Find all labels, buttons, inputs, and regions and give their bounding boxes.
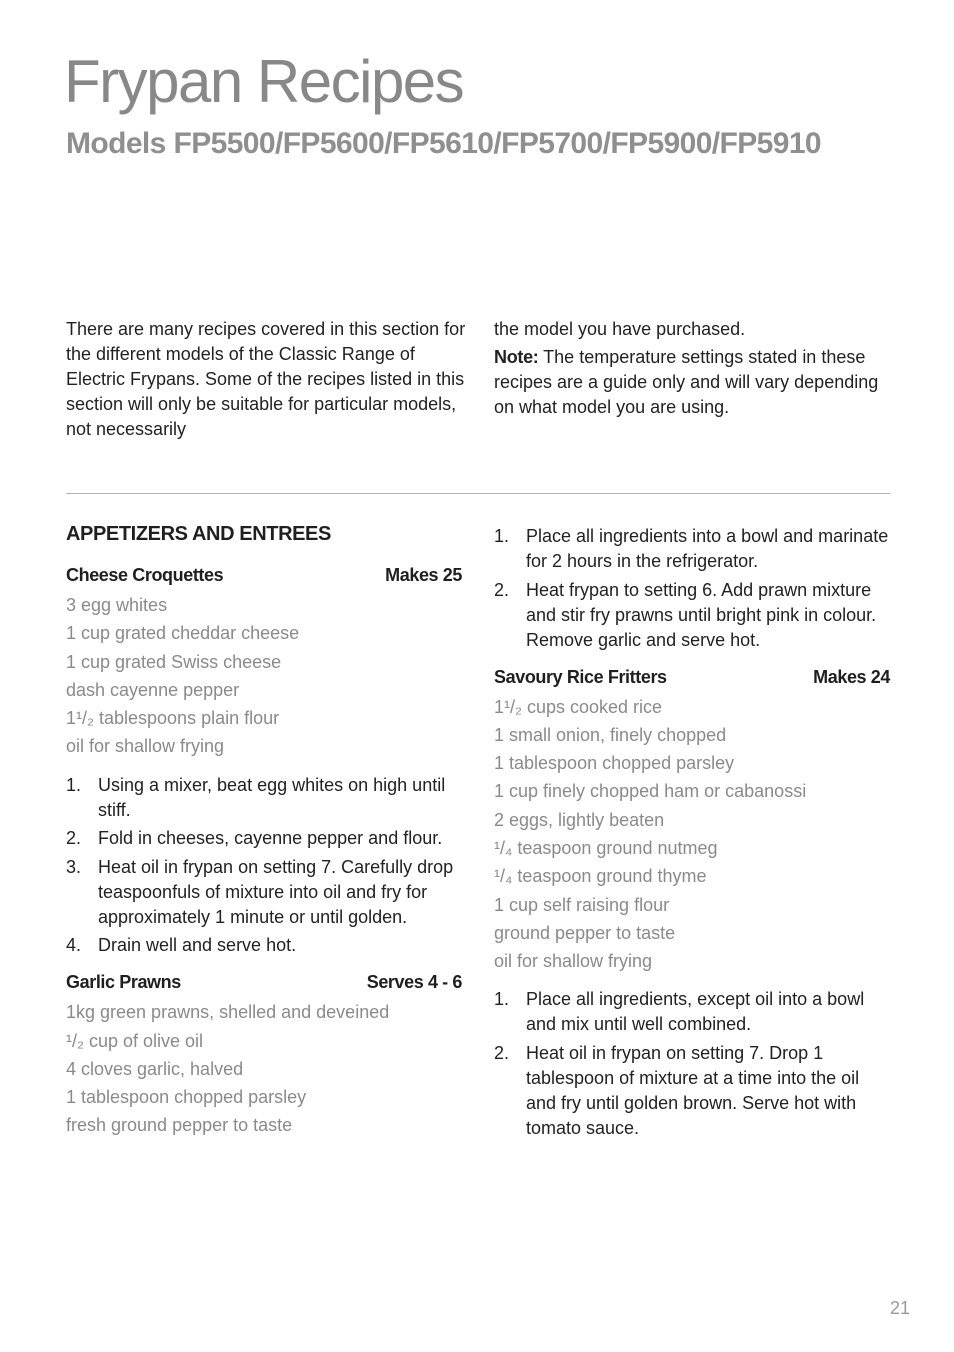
step-text: Heat frypan to setting 6. Add prawn mixture and stir fry prawns until bright pink in colour. Remove garlic and serve hot. <box>526 579 877 650</box>
note-label: Note: <box>494 347 539 367</box>
note-paragraph <box>494 345 894 420</box>
method-steps <box>66 773 462 959</box>
ingredient-item: ground pepper to taste <box>494 922 676 943</box>
step-number: 3. <box>66 856 82 877</box>
ingredient-list <box>66 998 462 1139</box>
ingredient-item: 3 egg whites <box>66 595 168 615</box>
note-text: The temperature settings stated in these recipes are a guide only and will vary depending on what model you are using. <box>494 347 879 417</box>
step-text: Heat oil in frypan on setting 7. Carefully drop teaspoonfuls of mixture into oil and fry for approximately 1 minute or until golden. <box>98 856 454 927</box>
step-number: 1. <box>494 989 510 1010</box>
method-steps <box>494 524 890 653</box>
method-steps <box>494 987 890 1141</box>
section-heading: APPETIZERS AND ENTREES <box>66 523 331 545</box>
recipe-name: Cheese Croquettes <box>66 565 224 585</box>
recipe-header-cheese-croquettes <box>66 563 462 587</box>
step-text: Place all ingredients, except oil into a bowl and mix until well combined. <box>526 989 865 1035</box>
step-text: Fold in cheeses, cayenne pepper and flour. <box>98 828 443 849</box>
ingredient-item: 1 cup grated Swiss cheese <box>66 651 282 672</box>
ingredient-item: oil for shallow frying <box>494 951 653 972</box>
ingredient-list <box>66 591 462 761</box>
step-text: Using a mixer, beat egg whites on high until stiff. <box>98 774 446 820</box>
step-number: 2. <box>494 579 510 600</box>
left-column <box>66 521 462 1152</box>
page-title: Frypan Recipes <box>64 48 464 115</box>
ingredient-item: ¹/₄ teaspoon ground nutmeg <box>494 837 718 858</box>
method-step <box>494 578 890 653</box>
method-step <box>66 933 462 958</box>
step-number: 2. <box>494 1042 510 1063</box>
ingredient-item: 1kg green prawns, shelled and deveined <box>66 1002 390 1023</box>
intro-paragraph-end: the model you have purchased. <box>494 319 746 339</box>
ingredient-list <box>494 693 890 976</box>
ingredient-item: fresh ground pepper to taste <box>66 1115 293 1136</box>
step-number: 4. <box>66 935 82 956</box>
section-divider <box>66 493 890 494</box>
method-step <box>66 773 462 823</box>
intro-paragraph: There are many recipes covered in this section for the different models of the Classic Range of Electric Frypans. Some of the recipes listed in this section will only be suitable for particular models, not necessarily <box>66 319 466 439</box>
step-text: Drain well and serve hot. <box>98 935 297 956</box>
ingredient-item: ¹/₂ cup of olive oil <box>66 1030 204 1051</box>
step-text: Place all ingredients into a bowl and marinate for 2 hours in the refrigerator. <box>526 526 889 571</box>
step-text: Heat oil in frypan on setting 7. Drop 1 tablespoon of mixture at a time into the oil and fry until golden brown. Serve hot with tomato sauce. <box>526 1042 860 1138</box>
step-number: 1. <box>494 526 510 546</box>
page-number: 21 <box>889 1298 910 1318</box>
ingredient-item: 4 cloves garlic, halved <box>66 1058 244 1079</box>
recipe-name: Garlic Prawns <box>66 972 181 993</box>
ingredient-item: 1 tablespoon chopped parsley <box>66 1087 307 1108</box>
ingredient-item: 2 eggs, lightly beaten <box>494 809 665 830</box>
recipe-yield: Makes 25 <box>385 565 462 585</box>
method-step <box>66 855 462 930</box>
recipe-name: Savoury Rice Fritters <box>494 666 667 687</box>
step-number: 2. <box>66 828 82 849</box>
ingredient-item: oil for shallow frying <box>66 736 225 757</box>
recipe-header-savoury-rice-fritters <box>494 665 890 689</box>
ingredient-item: 1 tablespoon chopped parsley <box>494 753 735 774</box>
intro-continued <box>494 317 894 423</box>
ingredient-item: 1¹/₂ tablespoons plain flour <box>66 708 280 729</box>
ingredient-item: 1 cup self raising flour <box>494 894 670 915</box>
ingredient-item: ¹/₄ teaspoon ground thyme <box>494 866 707 887</box>
recipe-header-garlic-prawns <box>66 970 462 994</box>
method-step <box>494 524 890 574</box>
recipe-yield: Makes 24 <box>813 666 890 687</box>
page-subtitle: Models FP5500/FP5600/FP5610/FP5700/FP5900/FP5910 <box>66 127 821 160</box>
method-step <box>494 1041 890 1141</box>
ingredient-item: dash cayenne pepper <box>66 679 240 700</box>
recipe-yield: Serves 4 - 6 <box>366 972 462 993</box>
step-number: 1. <box>66 774 82 795</box>
right-column <box>494 524 890 1153</box>
ingredient-item: 1 small onion, finely chopped <box>494 724 727 745</box>
method-step <box>494 987 890 1037</box>
ingredient-item: 1¹/₂ cups cooked rice <box>494 696 663 717</box>
ingredient-item: 1 cup grated cheddar cheese <box>66 623 300 644</box>
method-step <box>66 826 462 851</box>
ingredient-item: 1 cup finely chopped ham or cabanossi <box>494 781 807 802</box>
